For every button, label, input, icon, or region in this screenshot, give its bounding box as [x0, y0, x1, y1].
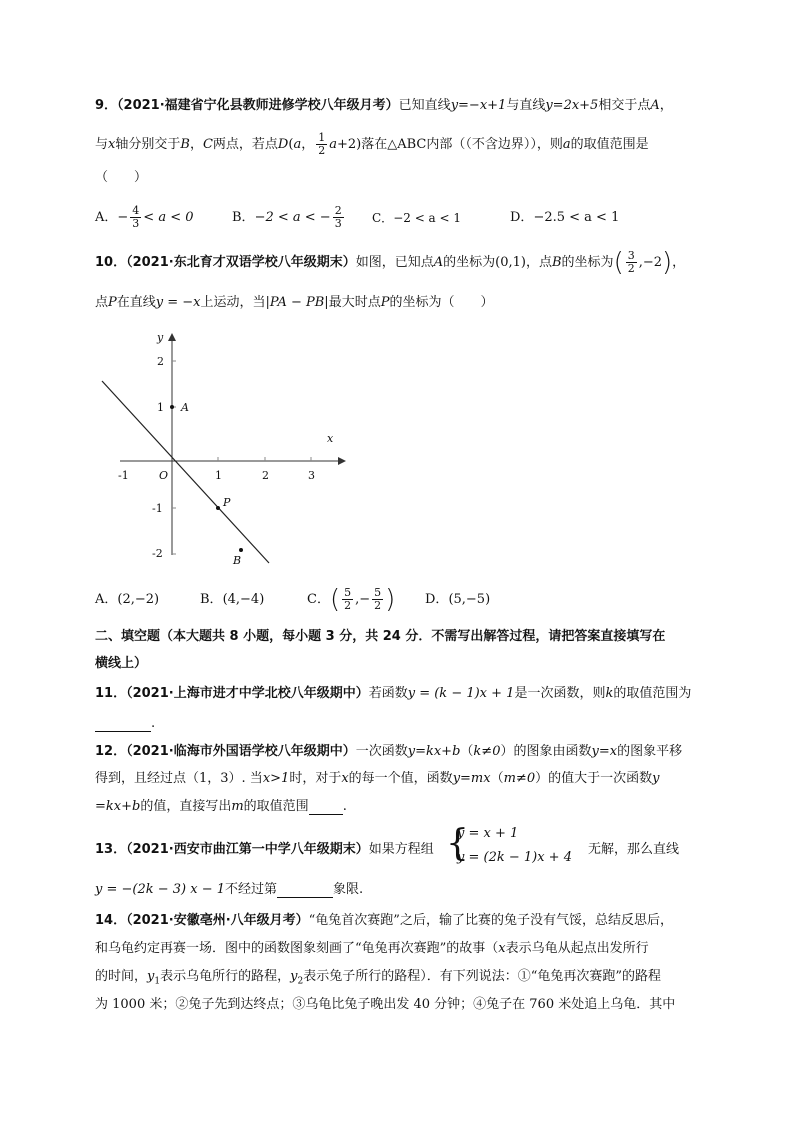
option-text: −2.5 < a < 1 [533, 210, 620, 225]
q10-line2 [95, 295, 493, 311]
q14-var: x [498, 941, 506, 956]
point-b-label: B [233, 554, 242, 567]
q13-text: 如果方程组 [368, 842, 434, 857]
option-label: B． [232, 210, 255, 225]
y-axis-arrow [168, 333, 176, 341]
q12-condition: x>1 [262, 771, 290, 786]
q9-text: 的取值范围是 [570, 137, 649, 152]
q9-text: 相交于点 [598, 98, 651, 113]
q10-line-eq: y = −x [155, 295, 201, 310]
q12-var: y [652, 771, 660, 786]
q11-text: . [151, 716, 156, 731]
point-p-label: P [223, 496, 231, 509]
q14-source: （2021·安徽亳州·八年级月考） [126, 913, 309, 928]
q9-answer-bracket: （ ） [95, 170, 148, 185]
option-text: < a < 0 [143, 210, 194, 225]
frac-num: 2 [334, 204, 342, 217]
q9-var: a [293, 137, 302, 152]
q10-text: ，点 [525, 255, 552, 270]
q9-text: ( [288, 137, 294, 152]
point-a-label: A [181, 401, 189, 414]
q9-text: +2) [336, 137, 362, 152]
option-fraction [372, 587, 383, 612]
q14-line2 [95, 941, 649, 957]
q10-option-c[interactable] [307, 582, 395, 618]
q10-option-b[interactable] [200, 592, 264, 608]
q9-text: 轴分别交于 [115, 137, 181, 152]
q14-text: 表示乌龟从起点出发所行 [505, 941, 649, 956]
q13-equation-1: y = x + 1 [457, 826, 519, 841]
q12-text: ）的值大于一次函数 [535, 771, 653, 786]
q9-line2 [95, 130, 649, 160]
q13-line1 [95, 842, 434, 858]
q12-line3 [95, 799, 347, 815]
q9-text: 内部（（不含边界）），则 [426, 137, 563, 152]
option-label: A． [95, 210, 118, 225]
option-text: ,− [355, 592, 371, 607]
q12-line2 [95, 771, 659, 787]
y-tick-label: -1 [152, 502, 163, 515]
q14-var: y [147, 969, 155, 984]
q12-text: （ [460, 744, 474, 759]
q9-text: ， [659, 98, 673, 113]
q14-text: 表示乌龟所行的路程， [160, 969, 291, 984]
q9-line1 [95, 98, 673, 114]
frac-den: 3 [132, 217, 140, 230]
q13-tail: 无解，那么直线 [588, 842, 680, 857]
q10-line1 [95, 246, 685, 280]
frac-num: 5 [344, 586, 352, 599]
q11-text: 是一次函数，则 [514, 686, 606, 701]
q10-point-a: A [433, 255, 444, 270]
q9-triangle: △ABC [387, 137, 427, 152]
q11-source: （2021·上海市进才中学北校八年级期中） [126, 686, 369, 701]
q9-var: a [562, 137, 571, 152]
q10-option-a[interactable] [95, 592, 159, 608]
q9-half-fraction [316, 132, 327, 157]
q10-number: 10． [95, 255, 127, 270]
q12-text: 的每一个值，函数 [348, 771, 453, 786]
section-2-title: 二、填空题（本大题共 8 小题，每小题 3 分，共 24 分．不需写出解答过程，请把答案直接填写在 [95, 629, 666, 644]
y-tick-label: 1 [157, 401, 164, 414]
q13-answer-blank[interactable] [277, 883, 333, 898]
q12-text: . [342, 799, 347, 814]
point-b-dot [239, 548, 243, 552]
q13-equation-2: y = (2k − 1)x + 4 [457, 850, 572, 865]
q10-point-p: P [380, 295, 390, 310]
option-text: (5,−5) [448, 592, 491, 607]
option-fraction [130, 205, 141, 230]
q9-option-b[interactable] [232, 203, 346, 233]
option-label: C． [307, 592, 330, 607]
q13-number: 13． [95, 842, 127, 857]
q9-number: 9． [95, 98, 118, 113]
option-label: C． [372, 211, 394, 225]
q12-source: （2021·临海市外国语学校八年级期中） [126, 744, 356, 759]
q11-text: 的取值范围为 [613, 686, 692, 701]
q14-line4: 为 1000 米；②兔子先到达终点；③乌龟比兔子晚出发 40 分钟；④兔子在 760 米处追上乌龟．其中 [95, 997, 676, 1012]
q14-subscript: 2 [297, 976, 304, 987]
q9-var: a [329, 137, 337, 152]
q12-function: y=x [591, 744, 618, 759]
option-text: (4,−4) [222, 592, 265, 607]
q13-source: （2021·西安市曲江第一中学八年级期末） [126, 842, 369, 857]
section-2-title-cont: 横线上） [95, 656, 148, 671]
q13-text: 不经过第 [225, 882, 278, 897]
q12-function: y=kx+b [407, 744, 461, 759]
q9-point-c: C [202, 137, 213, 152]
frac-den: 3 [334, 217, 342, 230]
q10-b-fraction [626, 250, 637, 275]
q13-text: 象限. [333, 882, 364, 897]
q13-line-eq: y = −(2k − 3) x − 1 [95, 882, 226, 897]
q10-option-d[interactable] [425, 592, 490, 608]
x-tick-label: -1 [118, 469, 129, 482]
q11-function: y = (k − 1)x + 1 [407, 686, 515, 701]
q11-answer-blank[interactable] [95, 717, 151, 732]
q12-text: 的值，直接写出 [140, 799, 232, 814]
option-text: (2,−2) [117, 592, 160, 607]
q10-source: （2021·东北育才双语学校八年级期末） [126, 255, 356, 270]
frac-num: 1 [318, 131, 326, 144]
frac-den: 2 [318, 144, 326, 157]
q11-answer-line [95, 716, 155, 732]
q13-line2 [95, 882, 363, 898]
q9-source: （2021·福建省宁化县教师进修学校八年级月考） [117, 98, 399, 113]
q14-var: y [290, 969, 298, 984]
x-tick-label: 3 [308, 469, 315, 482]
q12-function: =kx+b [95, 799, 141, 814]
q10-point-b: B [551, 255, 562, 270]
paren-right: ) [385, 584, 396, 615]
q11-line1 [95, 686, 691, 702]
q14-text: “龟兔首次赛跑”之后，输了比赛的兔子没有气馁，总结反思后， [308, 913, 673, 928]
q9-text: 与直线 [506, 98, 546, 113]
q14-subscript: 1 [154, 976, 161, 987]
paren-left: ( [329, 584, 341, 615]
q10-graph [95, 325, 355, 575]
q12-function: y=mx [452, 771, 491, 786]
q9-point-d: D [277, 137, 289, 152]
q10-text: 的坐标为（ ） [389, 295, 494, 310]
q9-text: 已知直线 [398, 98, 451, 113]
q12-text: 得到，且经过点（1，3）. 当 [95, 771, 263, 786]
q10-text: 如图，已知点 [355, 255, 434, 270]
q12-condition: m≠0 [503, 771, 536, 786]
q10-text: 最大时点 [328, 295, 381, 310]
q9-option-c[interactable] [372, 210, 461, 226]
q9-line2-eq: y=2x+5 [545, 98, 599, 113]
q14-text: 表示兔子所行的路程）．有下列说法：①“龟兔再次赛跑”的路程 [303, 969, 662, 984]
x-axis-arrow [338, 457, 346, 465]
frac-num: 5 [374, 586, 382, 599]
q12-text: 一次函数 [355, 744, 408, 759]
frac-num: 3 [627, 249, 635, 262]
q9-text: ， [301, 137, 315, 152]
q9-var: x [108, 137, 116, 152]
q14-number: 14． [95, 913, 127, 928]
frac-den: 2 [344, 599, 352, 612]
q14-line3 [95, 969, 661, 990]
option-label: D． [425, 592, 449, 607]
q14-text: 的时间， [95, 969, 148, 984]
q11-number: 11． [95, 686, 127, 701]
q10-text: 的坐标为 [561, 255, 614, 270]
q10-text: ， [672, 255, 686, 270]
y-tick-label: -2 [152, 547, 163, 560]
q13-system-brace: { [446, 823, 469, 864]
q9-text: 落在 [361, 137, 388, 152]
option-text: − [117, 210, 129, 225]
q9-option-d[interactable] [510, 210, 619, 226]
q12-condition: k≠0 [473, 744, 501, 759]
frac-den: 2 [627, 262, 635, 275]
frac-den: 2 [374, 599, 382, 612]
q12-text: 的取值范围 [243, 799, 309, 814]
paren-left: ( [613, 247, 624, 278]
x-tick-label: 2 [262, 469, 269, 482]
q11-text: 若函数 [368, 686, 408, 701]
point-a-dot [170, 405, 174, 409]
q10-abs-expr: |PA − PB| [265, 295, 329, 310]
q10-text: 上运动，当 [200, 295, 266, 310]
option-label: B． [200, 592, 223, 607]
option-fraction [333, 205, 344, 230]
q11-var: k [605, 686, 614, 701]
option-text: −2 < a < 1 [393, 211, 462, 225]
frac-num: 4 [132, 204, 140, 217]
x-axis-label: x [327, 432, 334, 445]
q10-b-rest: ,−2 [638, 255, 663, 270]
option-label: A． [95, 592, 118, 607]
q9-text: ， [189, 137, 203, 152]
origin-label: O [159, 469, 169, 482]
q14-line1 [95, 913, 673, 929]
q10-point-p: P [108, 295, 117, 310]
point-p-dot [216, 506, 220, 510]
q12-text: （ [490, 771, 504, 786]
q12-answer-blank[interactable] [309, 800, 343, 815]
q12-text: 的图象平移 [617, 744, 683, 759]
x-tick-label: 1 [215, 469, 222, 482]
paren-right: ) [662, 247, 673, 278]
q12-var: x [341, 771, 349, 786]
option-text: −2 < a < − [254, 210, 331, 225]
q14-text: 和乌龟约定再赛一场．图中的函数图象刻画了“龟兔再次赛跑”的故事（ [95, 941, 499, 956]
q9-text: 两点，若点 [212, 137, 278, 152]
q10-a-coord: (0,1) [495, 255, 526, 270]
q10-text: 点 [95, 295, 109, 310]
option-fraction [342, 587, 353, 612]
option-label: D． [510, 210, 534, 225]
q12-line1 [95, 744, 682, 760]
q9-line1-eq: y=−x+1 [450, 98, 507, 113]
q9-text: 与 [95, 137, 109, 152]
q12-text: 时，对于 [289, 771, 342, 786]
q12-text: ）的图象由函数 [500, 744, 592, 759]
q12-var: m [231, 799, 244, 814]
q9-option-a[interactable] [95, 203, 194, 233]
y-tick-label: 2 [157, 355, 164, 368]
y-axis-label: y [157, 331, 164, 344]
q10-text: 的坐标为 [443, 255, 496, 270]
q9-point-a: A [650, 98, 660, 113]
q9-point-b: B [180, 137, 190, 152]
q12-number: 12． [95, 744, 127, 759]
q10-text: 在直线 [116, 295, 156, 310]
